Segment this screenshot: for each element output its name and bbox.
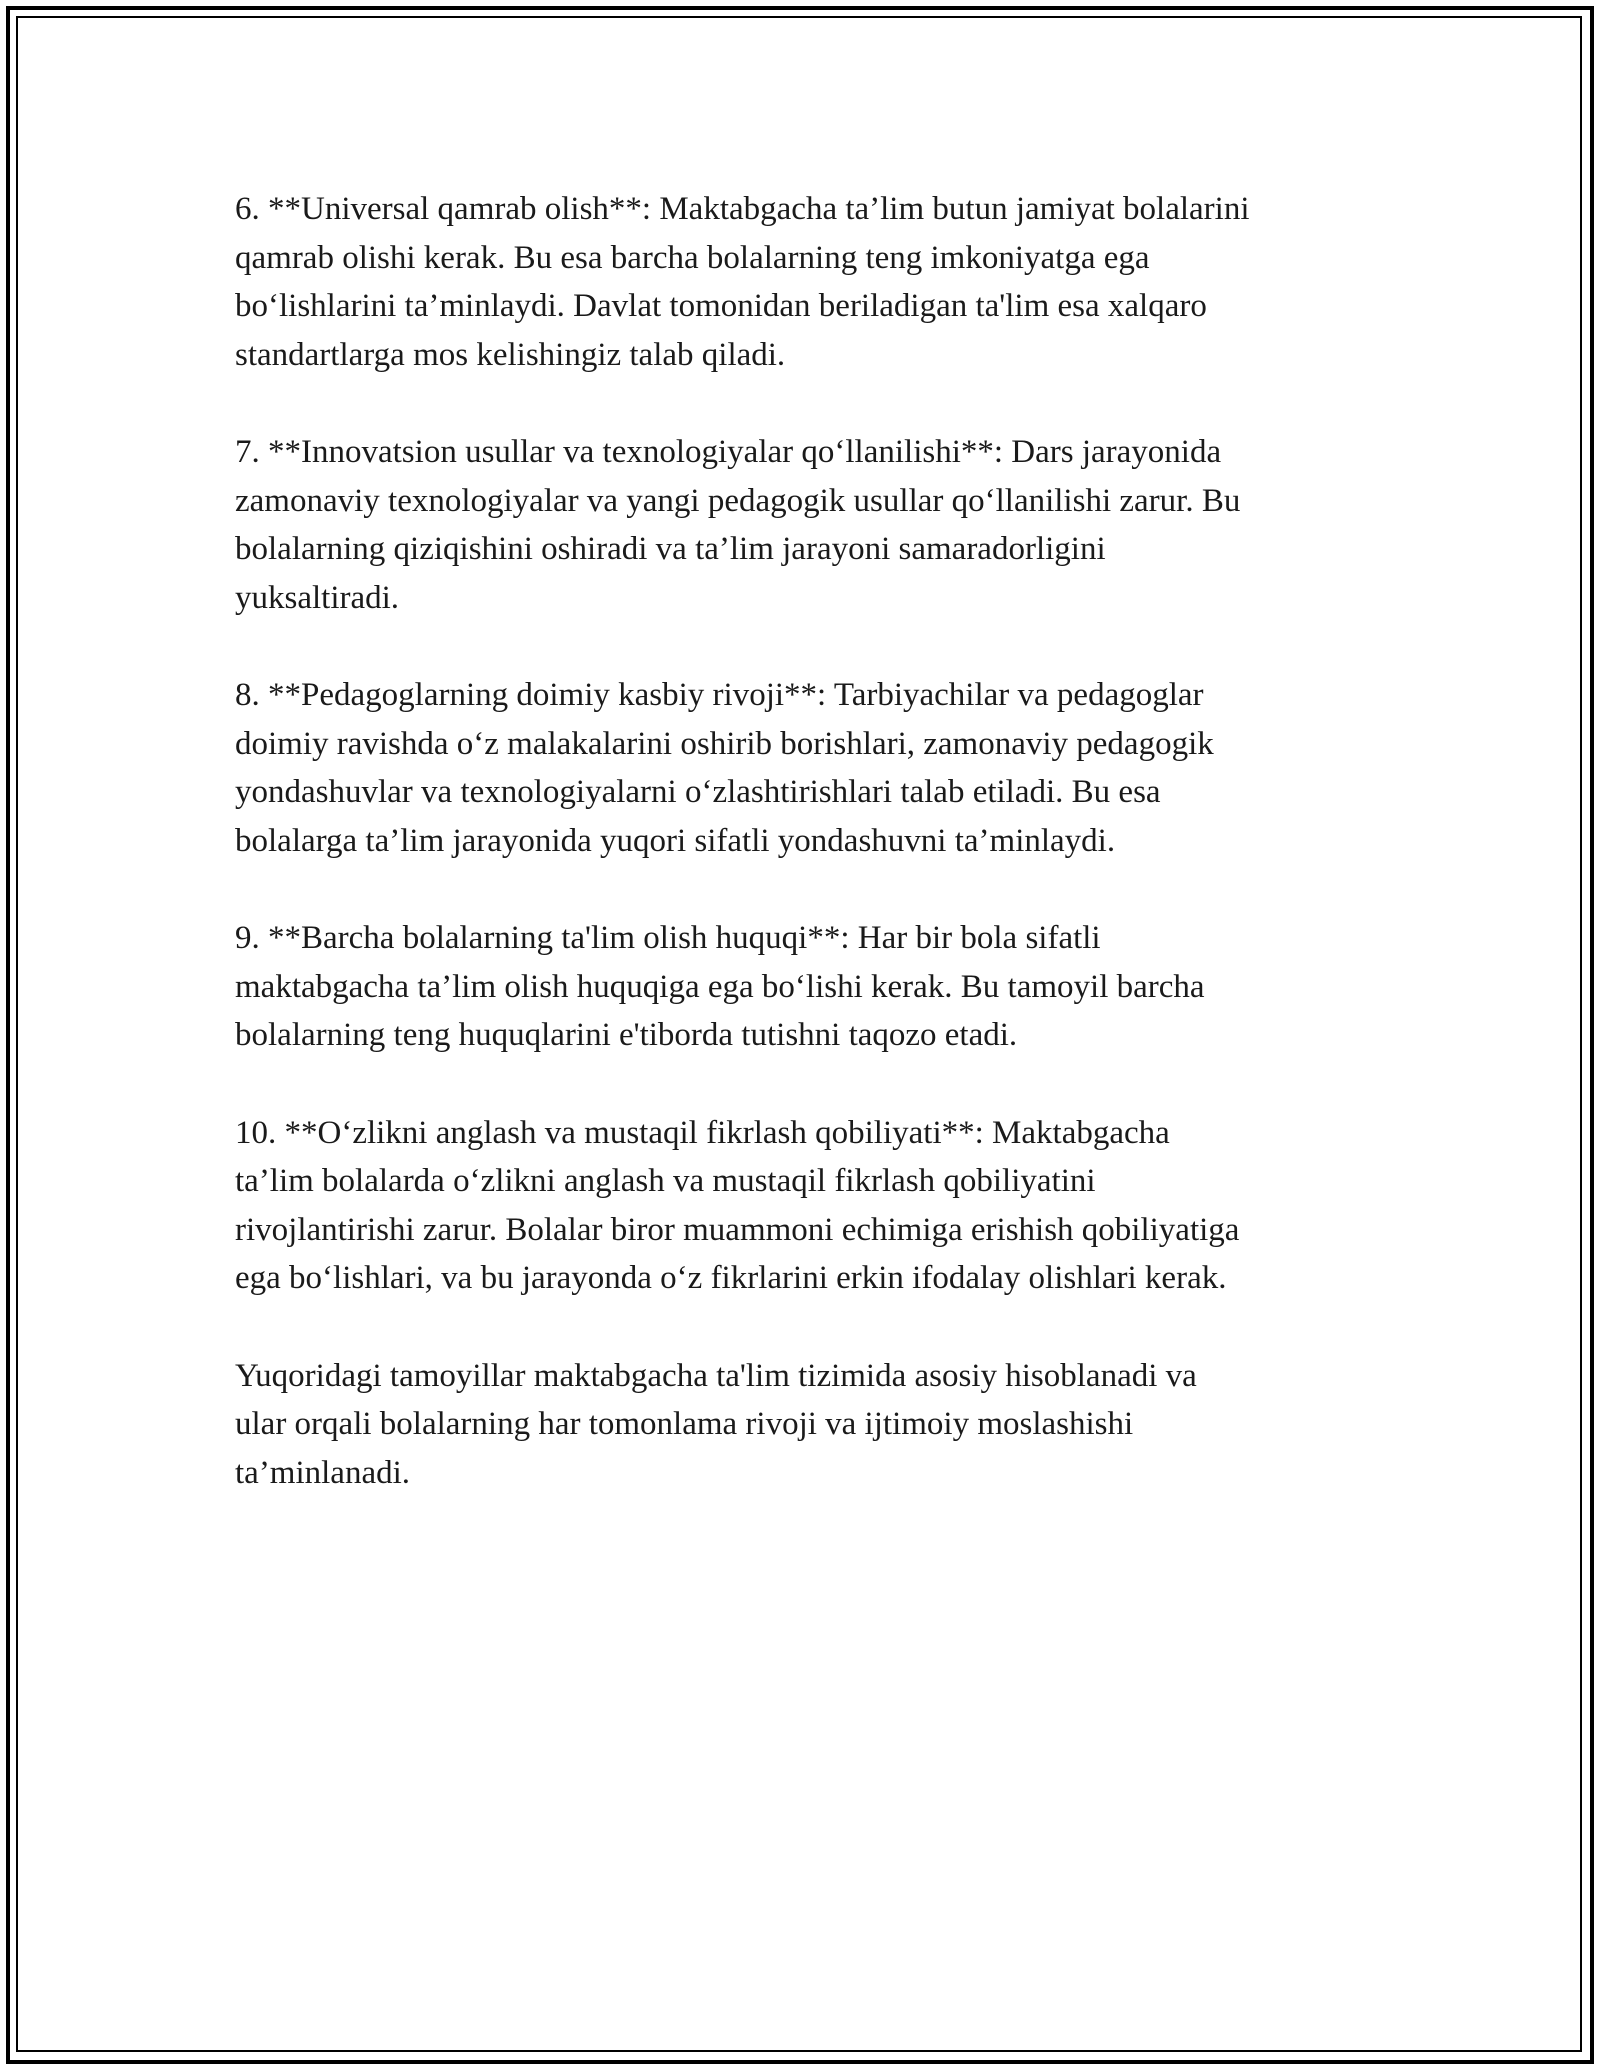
paragraph-principle-9: 9. **Barcha bolalarning ta'lim olish huquqi**: Har bir bola sifatli maktabgacha ta’lim olish huquqiga ega bo‘lishi kerak. Bu tamoyil barcha bolalarning teng huquqlarini e'tiborda tutishni taqozo etadi.	[235, 920, 1205, 1053]
paragraph-conclusion: Yuqoridagi tamoyillar maktabgacha ta'lim tizimida asosiy hisoblanadi va ular orqali bolalarning har tomonlama rivoji va ijtimoiy moslashishi ta’minlanadi.	[235, 1357, 1197, 1491]
paragraph-principle-8: 8. **Pedagoglarning doimiy kasbiy rivoji**: Tarbiyachilar va pedagoglar doimiy ravishda o‘z malakalarini oshirib borishlari, zamonaviy pedagogik yondashuvlar va texnologiyalarni o‘zlashtirishlari talab etiladi. Bu esa bolalarga ta’lim jarayonida yuqori sifatli yondashuvni ta’minlaydi.	[235, 677, 1214, 859]
paragraph-principle-10: 10. **O‘zlikni anglash va mustaqil fikrlash qobiliyati**: Maktabgacha ta’lim bolalarda o‘zlikni anglash va mustaqil fikrlash qobiliyatini rivojlantirishi zarur. Bolalar biror muammoni echimiga erishish qobiliyatiga ega bo‘lishlari, va bu jarayonda o‘z fikrlarini erkin ifodalay olishlari kerak.	[235, 1114, 1240, 1296]
paragraph-principle-6: 6. **Universal qamrab olish**: Maktabgacha ta’lim butun jamiyat bolalarini qamrab olishi kerak. Bu esa barcha bolalarning teng imkoniyatga ega bo‘lishlarini ta’minlaydi. Davlat tomonidan beriladigan ta'lim esa xalqaro standartlarga mos kelishingiz talab qiladi.	[235, 191, 1250, 373]
paragraph-principle-7: 7. **Innovatsion usullar va texnologiyalar qo‘llanilishi**: Dars jarayonida zamonaviy texnologiyalar va yangi pedagogik usullar qo‘llanilishi zarur. Bu bolalarning qiziqishini oshiradi va ta’lim jarayoni samaradorligini yuksaltiradi.	[235, 434, 1241, 616]
document-body	[235, 185, 1395, 1546]
